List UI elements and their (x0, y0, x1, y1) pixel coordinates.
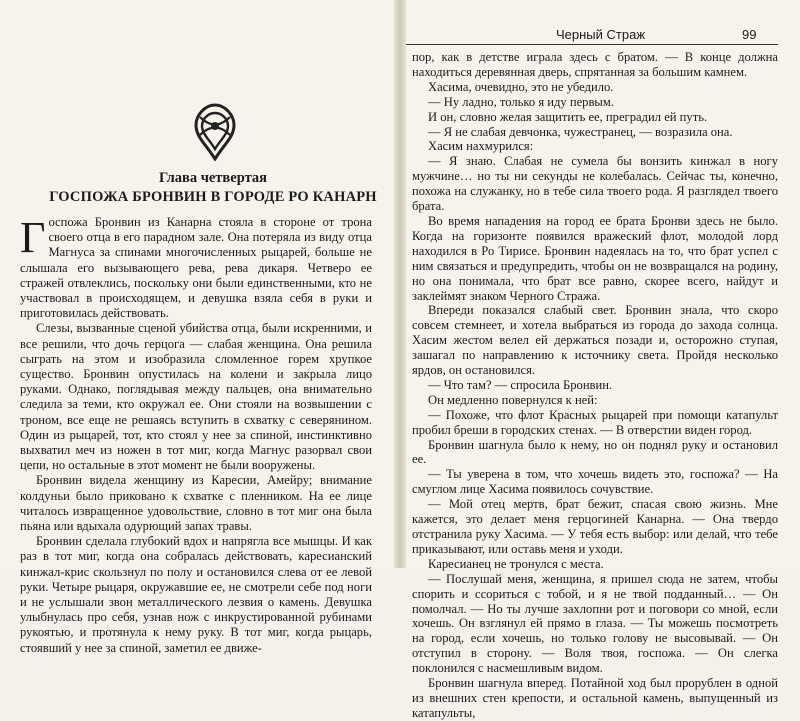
book-gutter (394, 0, 406, 568)
paragraph: Хасим нахмурился: (428, 139, 534, 154)
paragraph: Каресианец не тронулся с места. (428, 556, 604, 571)
running-title: Черный Страж (556, 27, 646, 42)
paragraph: Впереди показался слабый свет. Бронвин знала, что скоро совсем стемнеет, и хотела выбраться из города до захода солнца. Хасим жестом велел ей держаться позади и, осторожно ступая, зашагал по направлению к источнику света. Пройдя несколько ярдов, он остановился. (412, 303, 778, 378)
left-page-text (20, 215, 372, 656)
paragraph: — Похоже, что флот Красных рыцарей при помощи катапульт пробил бреши в городских стенах. — В отверстии виден город. (412, 407, 778, 437)
paragraph: пор, как в детстве играла здесь с братом. — В конце должна находиться деревянная дверь, спрятанная за большим камнем. (412, 50, 778, 79)
paragraph: Хасима, очевидно, это не убедило. (428, 79, 614, 94)
running-header (406, 0, 800, 48)
celtic-knot-ornament-icon (192, 103, 238, 161)
chapter-number: Глава четвертая (159, 170, 267, 186)
paragraph: Во время нападения на город ее брата Бронви здесь не было. Когда на горизонте появился вражеский флот, молодой лорд находился в Ро Тирисе. Бронвин надеялась на то, что брат успел с ним связаться и предупредить, чтобы он не возвращался на родину, но она понимала, что брат все равно, скорее всего, найдут и заклеймят знаком Черного Стража. (412, 213, 778, 303)
paragraph: Слезы, вызванные сценой убийства отца, были искренними, и все решили, что дочь герцога — слабая женщина. Она решила сыграть на этом и изобразила сломленное горем хрупкое существо. Бронвин опустилась на колени и закрыла лицо руками. Однако, поглядывая между пальцев, она внимательно следила за теми, кто окружал ее. Они стояли на возвышении с троном, все еще не решаясь вступить в схватку с северянином. Один из рыцарей, тот, кто стоял у нее за спиной, инстинктивно выхватил меч из ножен в тот миг, когда Магнус разорвал свои цепи, но остальные в этот момент не были вооружены. (20, 321, 372, 473)
paragraph: — Я знаю. Слабая не сумела бы вонзить кинжал в ногу мужчине… но ты ни секунды не колебалась. Сейчас ты, конечно, похожа на служанку, но в тебе сила твоего рода. Я разглядел твоего брата. (412, 154, 778, 214)
paragraph: Бронвин шагнула было к нему, но он поднял руку и остановил ее. (412, 437, 778, 467)
paragraph: — Я не слабая девчонка, чужестранец, — возразила она. (428, 124, 733, 139)
paragraph: — Что там? — спросила Бронвин. (428, 377, 613, 392)
paragraph: Бронвин сделала глубокий вдох и напрягла все мышцы. И как раз в тот миг, когда она собралась действовать, каресианский кинжал-крис скользнул по полу и остановился слева от ее левой руки. Четыре рыцаря, окружавшие ее, не смотрели себе под ноги и не услышали звон металлического лезвия о камень. Девушка улыбнулась про себя, узнав нож с инкрустированной рубинами рукоятью, и протянула к нему руку. В тот миг, когда рыцарь, стоявший у нее за спиной, заметил ее движе- (20, 534, 372, 655)
chapter-title: ГОСПОЖА БРОНВИН В ГОРОДЕ РО КАНАРН (49, 189, 377, 205)
right-page (406, 0, 800, 720)
paragraph: — Ты уверена в том, что хочешь видеть это, госпожа? — На смуглом лице Хасима появилось сочувствие. (412, 467, 778, 497)
paragraph: Госпожа Бронвин из Канарна стояла в стороне от трона своего отца в его парадном зале. Она потеряла из виду отца Магнуса за спинами многочисленных рыцарей, больше не слышала его вызывающего рева, рева дикаря. Четверо ее стражей отвлеклись, поскольку они были единственными, кто не участвовал в происходящем, и девушка взяла себя в руки и приготовилась действовать. (20, 213, 372, 321)
paragraph: — Послушай меня, женщина, я пришел сюда не затем, чтобы спорить и ссориться с тобой, и я не твой подданный… — Он помолчал. — Но ты лучше захлопни рот и поговори со мной, если хочешь. Он взглянул ей прямо в глаза. — Ты можешь посмотреть на город, если хочешь, но только голову не высовывай. — Он отступил в сторону. — Воля твоя, госпожа. — Он слегка поклонился с насмешливым видом. (412, 571, 778, 676)
left-page (0, 0, 394, 655)
right-page-text (412, 50, 778, 721)
paragraph: — Мой отец мертв, брат бежит, спасая свою жизнь. Мне кажется, это делает меня герцогиней Канарна. — Она твердо отстранила руку Хасима. — У тебя есть выбор: или делай, что тебе приказывают, или оставь меня и уходи. (412, 497, 778, 556)
paragraph: — Ну ладно, только я иду первым. (428, 94, 615, 109)
paragraph: Он медленно повернулся к ней: (428, 392, 598, 407)
paragraph: И он, словно желая защитить ее, преградил ей путь. (428, 109, 708, 124)
page-number: 99 (742, 27, 757, 42)
drop-cap: Г (20, 213, 46, 262)
paragraph: Бронвин шагнула вперед. Потайной ход был прорублен в одной из внешних стен крепости, и остальной камень, выпущенный из катапульты, (412, 676, 778, 720)
header-rule (406, 44, 778, 45)
paragraph: Бронвин видела женщину из Каресии, Амейру; внимание колдуньи было приковано к схватке с пленником. На ее лице читалось извращенное удовольствие, словно в тот миг она была пьяна или вдыхала одурющий запах травы. (20, 473, 372, 534)
